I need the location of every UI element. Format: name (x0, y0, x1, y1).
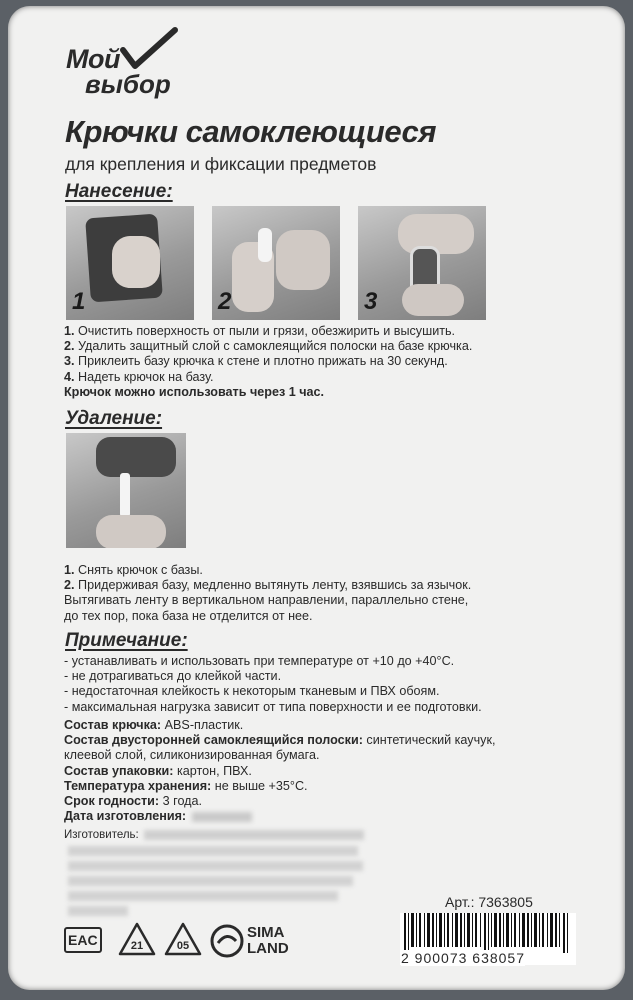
spec-shelf-life: Срок годности: 3 года. (64, 794, 203, 809)
brand-logo-line2: выбор (85, 69, 171, 99)
spec-tape: Состав двусторонней самоклеящийся полоски: синтетический каучук, (64, 733, 496, 748)
notes-list (64, 654, 482, 715)
application-steps (64, 324, 472, 400)
application-step: 1. Очистить поверхность от пыли и грязи, обезжирить и высушить. (64, 324, 456, 338)
note-item: - устанавливать и использовать при температуре от +10 до +40°С. (64, 654, 455, 668)
checkmark-icon (119, 26, 179, 74)
removal-photo (66, 433, 186, 548)
spec-storage: Температура хранения: не выше +35°С. (64, 778, 308, 793)
removal-heading: Удаление: (65, 408, 163, 429)
notes-heading: Примечание: (65, 630, 188, 651)
application-step: 2. Удалить защитный слой с самоклеящийся полоски на базе крючка. (64, 339, 473, 354)
svg-text:05: 05 (176, 940, 190, 952)
recycle-21-icon (116, 920, 158, 960)
blurred-text (144, 830, 364, 840)
removal-text: до тех пор, пока база не отделится от нее. (64, 608, 313, 623)
eac-mark-icon: EAC (64, 925, 94, 955)
package-card (8, 6, 625, 990)
step1-photo (66, 206, 194, 320)
page-subtitle: для крепления и фиксации предметов (65, 154, 377, 174)
removal-text: Вытягивать ленту в вертикальном направлении, параллельно стене, (64, 593, 469, 608)
step3-photo (358, 206, 486, 320)
sima-land-text: SIMA LAND (247, 924, 289, 957)
removal-steps (64, 563, 471, 624)
step-number: 3 (364, 288, 378, 315)
application-step: 4. Надеть крючок на базу. (64, 369, 214, 384)
barcode-number: 2 900073 638057 (401, 950, 525, 966)
note-item: - максимальная нагрузка зависит от типа поверхности и ее подготовки. (64, 699, 482, 714)
recycle-05-icon (162, 920, 204, 960)
note-item: - недостаточная клейкость к некоторым тканевым и ПВХ обоям. (64, 684, 440, 699)
page-title: Крючки самоклеющиеся (65, 114, 436, 149)
application-step: 3. Приклеить базу крючка к стене и плотно прижать на 30 секунд. (64, 354, 448, 369)
spec-tape-continued: клеевой слой, силиконизированная бумага. (64, 748, 320, 763)
brand-logo-line1: Мой (66, 44, 120, 74)
spec-manufacture-date: Дата изготовления: (64, 809, 495, 824)
step2-photo (212, 206, 340, 320)
blurred-text (68, 906, 128, 916)
note-item: - не дотрагиваться до клейкой части. (64, 669, 282, 684)
removal-step: 2. Придерживая базу, медленно вытянуть ленту, взявшись за язычок. (64, 578, 472, 593)
step-number: 2 (218, 288, 232, 315)
blurred-text (68, 891, 338, 901)
specs-block (64, 718, 495, 824)
blurred-text (68, 861, 363, 871)
sima-land-logo-icon (209, 923, 245, 959)
blurred-text (68, 846, 358, 856)
step-number: 1 (72, 288, 86, 315)
article-number: Арт.: 7363805 (445, 894, 533, 910)
application-heading: Нанесение: (65, 181, 173, 202)
spec-hook: Состав крючка: ABS-пластик. (64, 718, 244, 732)
application-note: Крючок можно использовать через 1 час. (64, 384, 325, 399)
manufacturer-label: Изготовитель: (64, 829, 139, 841)
removal-step: 1. Снять крючок с базы. (64, 563, 203, 577)
svg-text:21: 21 (130, 940, 144, 952)
blurred-text (68, 876, 353, 886)
spec-packaging: Состав упаковки: картон, ПВХ. (64, 763, 252, 778)
